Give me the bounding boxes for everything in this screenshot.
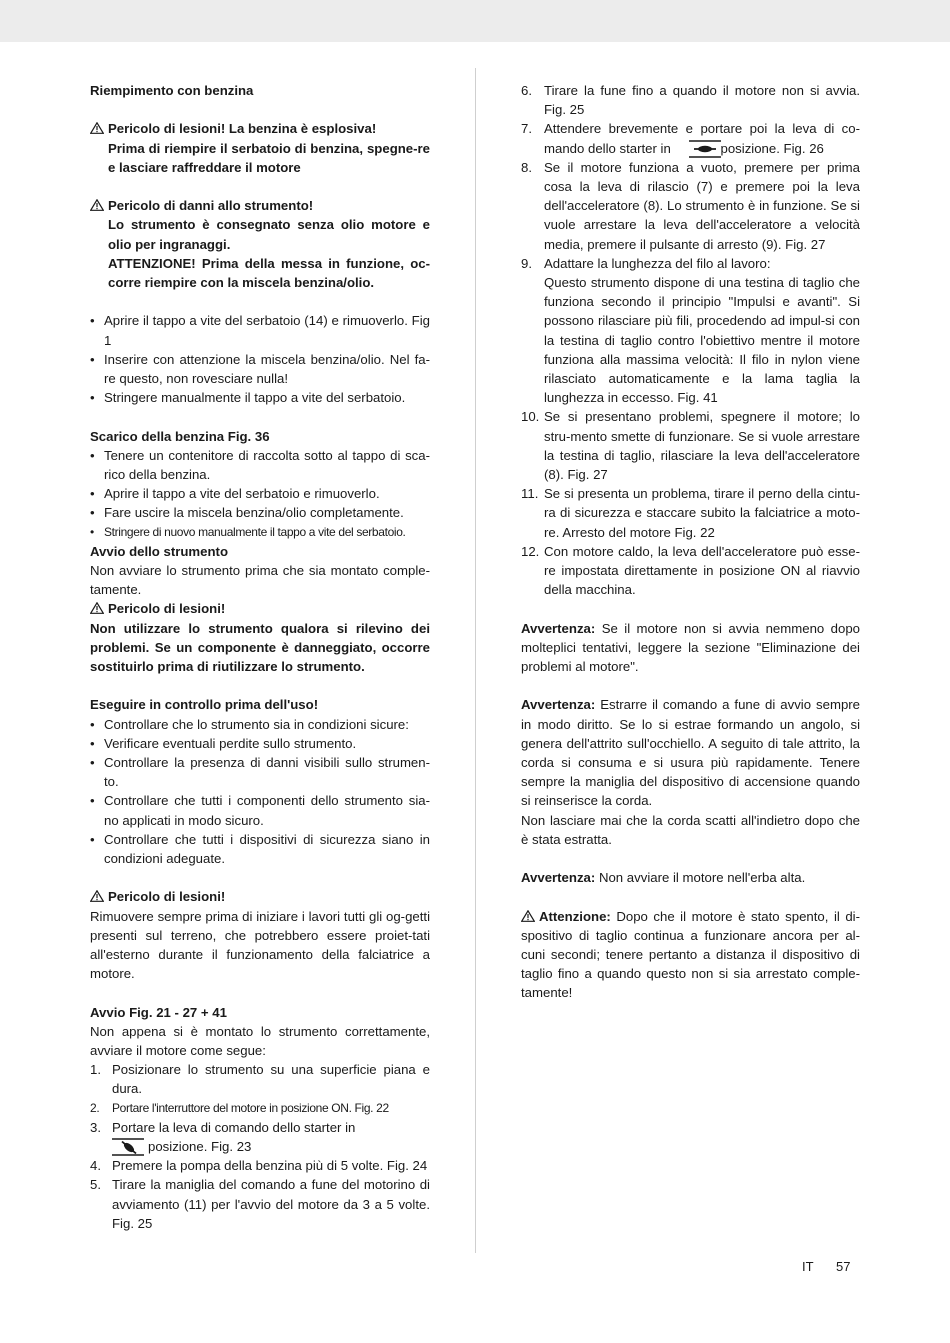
warning-triangle-icon xyxy=(521,910,535,922)
section-title-fuel: Riempimento con benzina xyxy=(90,83,254,98)
note-text: Non avviare il motore nell'erba alta. xyxy=(595,870,806,886)
step-number: 2. xyxy=(90,1100,100,1115)
paragraph: Non avviare lo strumento prima che sia montato comple-tamente. xyxy=(90,563,430,598)
list-item xyxy=(90,1118,430,1156)
page-number: 57 xyxy=(836,1259,851,1274)
warning-title xyxy=(90,599,430,618)
list-item xyxy=(90,1156,430,1175)
warning-title-text: Pericolo di lesioni! xyxy=(108,889,226,905)
warning-title-text: Pericolo di danni allo strumento! xyxy=(108,198,314,214)
list-item xyxy=(521,119,860,157)
section-title-drain: Scarico della benzina Fig. 36 xyxy=(90,428,270,444)
step-number: 8. xyxy=(521,159,532,175)
drain-list xyxy=(90,446,430,542)
list-item xyxy=(90,1175,430,1233)
step-text: Se si presenta un problema, tirare il perno della cintu-ra di sicurezza e staccare subito la falciatrice a moto-re. Arresto del motore Fig. 22 xyxy=(544,486,860,540)
list-item xyxy=(90,1099,430,1118)
list-item xyxy=(521,254,860,408)
step-text: Premere la pompa della benzina più di 5 volte. Fig. 24 xyxy=(112,1158,428,1174)
warning-triangle-icon xyxy=(90,122,104,134)
list-item: • Controllare che lo strumento sia in condizioni sicure: xyxy=(90,715,430,734)
list-item: • Tenere un contenitore di raccolta sotto al tappo di sca-rico della benzina. xyxy=(90,446,430,484)
list-item: • Stringere manualmente il tappo a vite del serbatoio. xyxy=(90,388,430,407)
step-number: 9. xyxy=(521,255,532,271)
warning-title xyxy=(90,119,430,138)
step-text: Tirare la maniglia del comando a fune del motorino di avviamento (11) per l'avvio del motore da 3 a 5 volte. Fig. 25 xyxy=(112,1177,430,1231)
step-text: Questo strumento dispone di una testina di taglio che funziona secondo il principio "Impulsi e avanti". Si possono rilasciare più fili, procedendo ad impul-si con la testina di taglio contro l'obiettivo mentre il motore funziona alla massima velocità: Il filo in nylon viene rilasciato automaticamente e la lama taglia la lunghezza in eccesso. Fig. 41 xyxy=(544,275,860,406)
step-number: 6. xyxy=(521,83,532,98)
section-title-check: Eseguire in controllo prima dell'uso! xyxy=(90,697,319,713)
list-item xyxy=(521,81,860,119)
warning-title-text: Pericolo di lesioni! La benzina è esplosiva! xyxy=(108,121,377,137)
step-number: 1. xyxy=(90,1062,101,1078)
list-item: • Stringere di nuovo manualmente il tappo a vite del serbatoio. xyxy=(90,523,430,542)
step-text: Posizionare lo strumento su una superficie piana e dura. xyxy=(112,1062,430,1097)
start-steps-list-continued xyxy=(521,81,860,599)
note-label: Avvertenza: xyxy=(521,697,596,713)
step-number: 12. xyxy=(521,543,540,559)
warning-title xyxy=(90,196,430,215)
warning-triangle-icon xyxy=(90,199,104,211)
column-divider xyxy=(475,68,476,1253)
step-text: Adattare la lunghezza del filo al lavoro: xyxy=(544,255,771,271)
step-text: Se si presentano problemi, spegnere il motore; lo stru-mento smette di funzionare. Se si vuole arrestare la testina di taglio, rilasciare la leva dell'acceleratore (8). Fig. 27 xyxy=(544,409,860,483)
note-text: Estrarre il comando a fune di avvio sempre in modo diritto. Se lo si estrae formando un angolo, si genera dell'attrito sull'occhiello. A seguito di tale attrito, la corda si consuma e si usura più rapidamente. Tenere sempre la maniglia del dispositivo di accensione quando si reinserisce la corda. xyxy=(521,697,860,809)
paragraph: Non appena si è montato lo strumento correttamente, avviare il motore come segue: xyxy=(90,1023,430,1059)
step-text: Portare l'interruttore del motore in posizione ON. Fig. 22 xyxy=(112,1100,389,1115)
check-list xyxy=(90,715,430,869)
attention-text: Dopo che il motore è stato spento, il di-spositivo di taglio continua a funzionare ancora per al-cuni secondi; tenere pertanto a distanza il dispositivo di taglio fino a quando questo non si sia arrestato comple-tamente! xyxy=(521,908,860,1001)
warning-title-text: Pericolo di lesioni! xyxy=(108,601,226,617)
paragraph: Non lasciare mai che la corda scatti all'indietro dopo che è stata estratta. xyxy=(521,812,860,847)
warning-triangle-icon xyxy=(90,890,104,902)
section-title-avvio: Avvio Fig. 21 - 27 + 41 xyxy=(90,1004,227,1020)
list-item: • Inserire con attenzione la miscela benzina/olio. Nel fa-re questo, non rovesciare nulla! xyxy=(90,350,430,388)
right-column xyxy=(521,81,860,1003)
list-item: • Aprire il tappo a vite del serbatoio e rimuoverlo. xyxy=(90,484,430,503)
note-paragraph xyxy=(521,868,860,887)
step-number: 4. xyxy=(90,1158,101,1174)
attention-paragraph xyxy=(521,907,860,1003)
list-item: • Aprire il tappo a vite del serbatoio (14) e rimuoverlo. Fig 1 xyxy=(90,311,430,349)
note-paragraph xyxy=(521,695,860,810)
warning-body: Lo strumento è consegnato senza olio motore e olio per ingranaggi. xyxy=(108,217,430,252)
note-text: Se il motore non si avvia nemmeno dopo molteplici tentativi, leggere la sezione "Eliminazione dei problemi al motore". xyxy=(521,620,860,675)
choke-open-symbol-icon xyxy=(689,140,721,158)
step-text: Tirare la fune fino a quando il motore non si avvia. Fig. 25 xyxy=(544,83,860,118)
step-number: 10. xyxy=(521,409,540,425)
step-text: Portare la leva di comando dello starter in xyxy=(112,1119,356,1135)
warning-body: Prima di riempire il serbatoio di benzina, spegne-re e lasciare raffreddare il motore xyxy=(108,140,430,175)
list-item xyxy=(521,542,860,600)
step-text: Con motore caldo, la leva dell'acceleratore può esse-re impostata direttamente in posizione ON al riavvio della macchina. xyxy=(544,543,860,598)
note-paragraph xyxy=(521,619,860,677)
warning-title xyxy=(90,887,430,906)
step-text: Attendere brevemente e portare poi la leva di co-mando dello starter in xyxy=(544,121,860,156)
step-number: 5. xyxy=(90,1177,101,1193)
note-label: Avvertenza: xyxy=(521,870,596,886)
fuel-list xyxy=(90,311,430,407)
attention-label: Attenzione: xyxy=(539,908,611,924)
note-label: Avvertenza: xyxy=(521,620,596,636)
paragraph: Rimuovere sempre prima di iniziare i lavori tutti gli og-getti presenti sul terreno, che potrebbero essere proiet-tati all'esterno durante il funzionamento della falciatrice a motore. xyxy=(90,908,430,982)
list-item xyxy=(521,484,860,542)
list-item: • Verificare eventuali perdite sullo strumento. xyxy=(90,734,430,753)
footer-language: IT xyxy=(802,1259,814,1274)
step-text: posizione. Fig. 23 xyxy=(148,1139,252,1155)
choke-closed-symbol-icon xyxy=(112,1138,144,1156)
top-header-bar xyxy=(0,0,950,42)
list-item: • Controllare la presenza di danni visibili sullo strumen-to. xyxy=(90,753,430,791)
step-number: 11. xyxy=(521,486,539,502)
section-title-start: Avvio dello strumento xyxy=(90,543,228,559)
list-item xyxy=(521,407,860,484)
start-steps-list xyxy=(90,1060,430,1233)
step-text: Se il motore funziona a vuoto, premere per prima cosa la leva di rilascio (7) e premere poi la leva dell'acceleratore (8). Lo strumento è in funzione. Se si vuole arrestare la leva dell'acceleratore a velocità media, premere il pulsante di arresto (9). Fig. 27 xyxy=(544,159,860,252)
warning-triangle-icon xyxy=(90,602,104,614)
list-item: • Fare uscire la miscela benzina/olio completamente. xyxy=(90,503,430,522)
step-number: 3. xyxy=(90,1119,101,1135)
step-text: posizione. Fig. 26 xyxy=(720,140,824,156)
list-item xyxy=(521,158,860,254)
left-column xyxy=(90,81,430,1233)
step-number: 7. xyxy=(521,121,532,137)
list-item: • Controllare che tutti i dispositivi di sicurezza siano in condizioni adeguate. xyxy=(90,830,430,868)
warning-body: Non utilizzare lo strumento qualora si rilevino dei problemi. Se un componente è danneggiato, occorre sostituirlo prima di riutilizzare lo strumento. xyxy=(90,620,430,675)
list-item: • Controllare che tutti i componenti dello strumento sia-no applicati in modo sicuro. xyxy=(90,791,430,829)
list-item xyxy=(90,1060,430,1098)
warning-body: ATTENZIONE! Prima della messa in funzione, oc-corre riempire con la miscela benzina/olio. xyxy=(108,255,430,290)
